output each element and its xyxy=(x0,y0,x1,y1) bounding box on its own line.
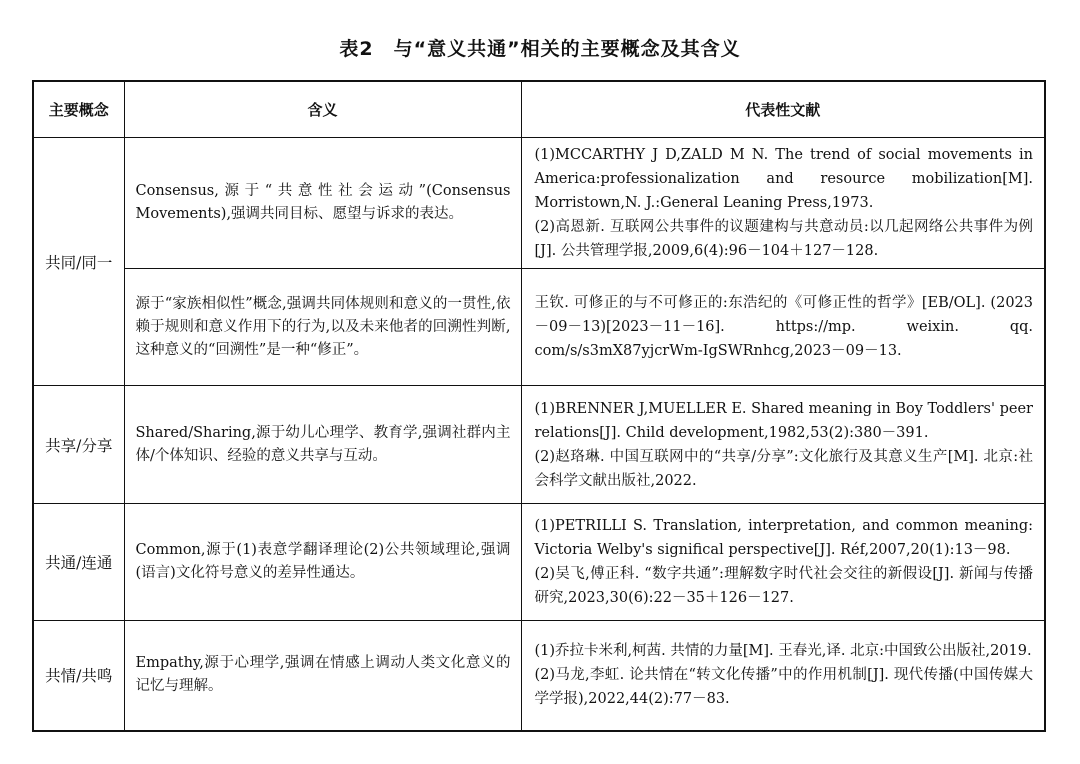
concept-cell: 共通/连通 xyxy=(33,504,124,621)
reference-item: 王钦. 可修正的与不可修正的:东浩纪的《可修正性的哲学》[EB/OL]. (2023－09－13)[2023－11－16]. https://mp. weixin. qq. com/s/s3mX87yjcrWm-IgSWRnhcg,2023－09－13. xyxy=(534,295,1033,359)
refs-cell xyxy=(521,386,1045,504)
header-refs: 代表性文献 xyxy=(521,81,1045,138)
meaning-cell: 源于“家族相似性”概念,强调共同体规则和意义的一贯性,依赖于规则和意义作用下的行为,以及未来他者的回溯性判断,这种意义的“回溯性”是一种“修正”。 xyxy=(124,269,521,386)
reference-item: (2)赵珞琳. 中国互联网中的“共享/分享”:文化旅行及其意义生产[M]. 北京:社会科学文献出版社,2022. xyxy=(534,448,1033,489)
table-row xyxy=(33,386,1045,504)
reference-item: (2)吴飞,傅正科. “数字共通”:理解数字时代社会交往的新假设[J]. 新闻与传播研究,2023,30(6):22－35＋126－127. xyxy=(534,566,1033,606)
concepts-table xyxy=(32,80,1046,732)
table-row xyxy=(33,269,1045,386)
refs-cell xyxy=(521,138,1045,269)
header-row xyxy=(33,81,1045,138)
refs-cell xyxy=(521,269,1045,386)
meaning-cell: Common,源于(1)表意学翻译理论(2)公共领域理论,强调(语言)文化符号意义的差异性通达。 xyxy=(124,504,521,621)
reference-item: (2)高恩新. 互联网公共事件的议题建构与共意动员:以几起网络公共事件为例[J]. 公共管理学报,2009,6(4):96－104＋127－128. xyxy=(534,219,1033,259)
concept-cell: 共情/共鸣 xyxy=(33,621,124,731)
reference-item: (1)BRENNER J,MUELLER E. Shared meaning in Boy Toddlers' peer relations[J]. Child development,1982,53(2):380－391. xyxy=(534,400,1033,441)
meaning-cell: Consensus,源于“共意性社会运动”(Consensus Movements),强调共同目标、愿望与诉求的表达。 xyxy=(124,138,521,269)
refs-cell xyxy=(521,621,1045,731)
concept-cell: 共同/同一 xyxy=(33,138,124,386)
table-row xyxy=(33,138,1045,269)
reference-item: (2)马龙,李虹. 论共情在“转文化传播”中的作用机制[J]. 现代传播(中国传媒大学学报),2022,44(2):77－83. xyxy=(534,667,1033,708)
meaning-cell: Shared/Sharing,源于幼儿心理学、教育学,强调社群内主体/个体知识、经验的意义共享与互动。 xyxy=(124,386,521,504)
reference-item: (1)乔拉卡米利,柯茜. 共情的力量[M]. 王春光,译. 北京:中国致公出版社,2019. xyxy=(534,643,1032,660)
table-row xyxy=(33,621,1045,731)
concept-cell: 共享/分享 xyxy=(33,386,124,504)
reference-item: (1)PETRILLI S. Translation, interpretation, and common meaning: Victoria Welby's significal perspective[J]. Réf,2007,20(1):13－98. xyxy=(534,518,1033,558)
header-concept: 主要概念 xyxy=(33,81,124,138)
reference-item: (1)MCCARTHY J D,ZALD M N. The trend of social movements in America:professionalization and resource mobilization[M]. Morristown,N. J.:General Leaning Press,1973. xyxy=(534,147,1033,211)
header-meaning: 含义 xyxy=(124,81,521,138)
table-row xyxy=(33,504,1045,621)
meaning-cell: Empathy,源于心理学,强调在情感上调动人类文化意义的记忆与理解。 xyxy=(124,621,521,731)
table-title: 表2 与“意义共通”相关的主要概念及其含义 xyxy=(339,38,741,60)
refs-cell xyxy=(521,504,1045,621)
